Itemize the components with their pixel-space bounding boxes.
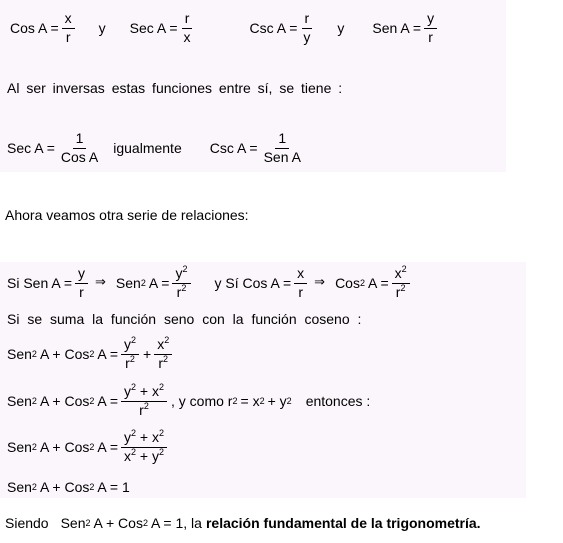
relation-line-5: Sen 2 A + Cos 2 A = $\frac{y^2 + x^2}{x^2 + y^2}$ <box>7 430 171 463</box>
fraction-numerator: 1 <box>73 131 87 149</box>
sen-text: Sen <box>7 479 32 495</box>
fraction-denominator <box>393 284 409 300</box>
cos-label: Cos A = <box>10 19 59 36</box>
y-como-text: , y como r <box>171 392 233 409</box>
entonces-text: entonces : <box>305 392 371 409</box>
denominator-base: r <box>395 283 401 300</box>
implies-arrow: ⇒ <box>314 275 326 291</box>
numerator-term: y <box>124 383 132 399</box>
conjunction-y: y <box>98 19 106 36</box>
exponent: 2 <box>401 264 407 274</box>
a-equals: A = <box>148 274 170 291</box>
denominator-base: r <box>125 354 130 371</box>
siendo-text: Siendo <box>5 515 49 531</box>
sen-fraction <box>424 11 437 44</box>
fraction-numerator: r <box>302 11 313 29</box>
csc-inverse-fraction <box>261 131 304 164</box>
x-squared-fraction <box>154 337 172 370</box>
fraction-denominator <box>121 448 167 464</box>
cos-squared-fraction <box>392 266 410 299</box>
fraction-numerator: x <box>62 11 75 29</box>
fraction-denominator <box>174 284 190 300</box>
csc-label: Csc A = <box>249 19 298 36</box>
sen-text: Sen <box>60 515 86 531</box>
plus-cos-text: A + Cos <box>39 479 90 495</box>
fraction-numerator: y <box>424 11 437 29</box>
conjunction-y: y <box>337 19 345 36</box>
sum-sentence: Si se suma la función seno con la función coseno : <box>7 311 362 327</box>
denominator-term: + y <box>139 447 159 464</box>
substituted-fraction <box>121 430 167 463</box>
exponent: 2 <box>159 446 165 457</box>
fraction-denominator: r <box>428 28 433 45</box>
fraction-numerator: y <box>75 266 88 284</box>
igualmente-text: igualmente <box>113 139 182 156</box>
numerator-term: + x <box>139 383 159 399</box>
exponent: 2 <box>164 335 170 345</box>
numerator-term: + x <box>139 429 159 445</box>
y-si-cos-label: y Sí Cos A = <box>214 274 292 291</box>
fraction-denominator <box>136 402 152 418</box>
relation-line-3: Sen 2 A + Cos 2 A = $\frac{y^2}{r^2}$ + $\frac{x^2}{r^2}$ <box>7 337 176 370</box>
csc-fraction <box>300 11 313 44</box>
denominator-base: r <box>139 401 144 418</box>
a-equals: A = <box>367 274 389 291</box>
exponent: 2 <box>400 282 406 293</box>
exponent: 2 <box>163 353 169 364</box>
denominator-term: x <box>124 447 132 464</box>
inverse-row <box>7 131 308 164</box>
y-squared-fraction <box>121 337 139 370</box>
sec-inverse-fraction <box>58 131 101 164</box>
fraction-numerator <box>154 337 172 355</box>
equals-x-text: = x <box>240 392 260 409</box>
exponent: 2 <box>182 264 188 274</box>
a-equals: A = <box>97 438 119 455</box>
fraction-denominator <box>155 355 171 371</box>
numerator-base: x <box>157 336 165 352</box>
fraction-denominator <box>122 355 138 371</box>
relation-line-6: Sen 2 A + Cos 2 A = 1 <box>7 479 130 495</box>
exponent: 2 <box>131 446 137 457</box>
sen-text: Sen <box>7 392 32 409</box>
plus-cos-text: A + Cos <box>39 392 90 409</box>
csc-label: Csc A = <box>209 139 258 156</box>
plus-cos-text: A + Cos <box>93 515 143 531</box>
conclusion-line: Siendo Sen 2 A + Cos 2 A = 1, la relación fundamental de la trigonometría. <box>5 515 481 531</box>
implies-arrow: ⇒ <box>95 275 106 291</box>
sen-label: Sen A = <box>372 19 422 36</box>
cos-text: Cos <box>335 274 360 291</box>
si-sen-label: Si Sen A = <box>7 274 72 291</box>
fraction-numerator <box>121 384 167 402</box>
exponent: 2 <box>159 428 165 438</box>
a-equals: A = <box>97 479 119 495</box>
fraction-numerator: 1 <box>275 131 289 149</box>
definitions-row <box>10 11 441 44</box>
exponent: 2 <box>131 335 137 345</box>
sec-label: Sec A = <box>7 139 55 156</box>
exponent: 2 <box>131 382 137 392</box>
exponent: 2 <box>143 400 149 411</box>
combined-fraction <box>121 384 167 417</box>
fraction-denominator: r <box>79 283 84 300</box>
numerator-base: y <box>175 265 183 281</box>
fraction-denominator: Cos A <box>60 148 99 165</box>
sen-fraction <box>75 266 88 299</box>
numerator-base: y <box>124 336 132 352</box>
numerator-base: x <box>394 265 402 281</box>
relation-line-4: Sen 2 A + Cos 2 A = $\frac{y^2 + x^2}{r^2}$ , y como r 2 = x 2 + y 2 entonces : <box>7 382 371 418</box>
equals-one-text: A = 1, la <box>150 515 202 531</box>
exponent: 2 <box>131 428 137 438</box>
fraction-numerator: r <box>182 11 193 29</box>
fraction-denominator: y <box>303 28 311 45</box>
relation-line-1: Si Sen A = $\frac{y}{r}$ ⇒ Sen 2 A = $\frac{y^2}{r^2}$ y Sí Cos A = $\frac{x}{r}$ ⇒ Cos 2 A = $\frac{x^2}{r^2}$ <box>7 266 414 299</box>
fraction-numerator <box>172 266 190 284</box>
fraction-denominator: r <box>65 28 71 45</box>
denominator-base: r <box>158 354 164 371</box>
sec-label: Sec A = <box>129 19 178 36</box>
plus-sign: + <box>143 345 152 362</box>
exponent: 2 <box>181 282 187 293</box>
fraction-denominator: Sen A <box>263 148 301 165</box>
fraction-numerator: x <box>294 266 307 284</box>
sen-text: Sen <box>115 274 141 291</box>
plus-y-text: + y <box>267 392 287 409</box>
sen-squared-fraction <box>172 266 190 299</box>
plus-cos-text: A + Cos <box>39 438 90 455</box>
sen-text: Sen <box>7 345 32 362</box>
inverse-sentence: Al ser inversas estas funciones entre sí, se tiene : <box>7 80 343 96</box>
fundamental-relation-text: relación fundamental de la trigonometría. <box>205 515 481 531</box>
fraction-numerator <box>392 266 410 284</box>
fraction-numerator <box>121 430 167 448</box>
numerator-term: y <box>124 429 132 445</box>
cos-fraction <box>62 11 75 44</box>
result-value: 1 <box>122 479 130 495</box>
fraction-denominator: r <box>298 283 303 300</box>
a-equals: A = <box>97 392 119 409</box>
cos-fraction <box>294 266 307 299</box>
exponent: 2 <box>129 353 135 364</box>
a-equals: A = <box>97 345 119 362</box>
fraction-numerator <box>121 337 139 355</box>
sec-fraction <box>181 11 194 44</box>
sen-text: Sen <box>7 438 32 455</box>
exponent: 2 <box>159 382 165 392</box>
plus-cos-text: A + Cos <box>39 345 90 362</box>
fraction-denominator: x <box>183 28 191 45</box>
series-sentence: Ahora veamos otra serie de relaciones: <box>5 207 249 223</box>
denominator-base: r <box>176 283 182 300</box>
